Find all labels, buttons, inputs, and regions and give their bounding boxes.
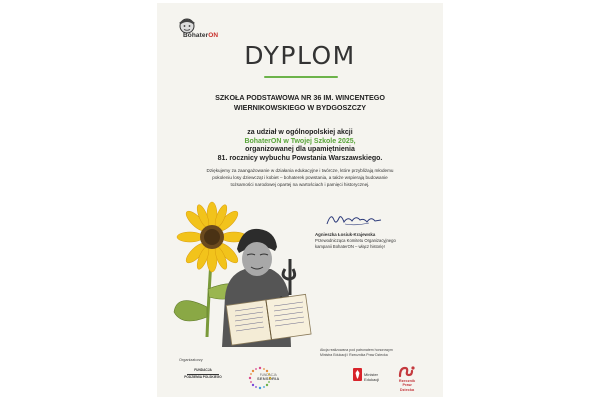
sensoria-wordmark <box>257 373 280 381</box>
school-line-1: SZKOŁA PODSTAWOWA NR 36 IM. WINCENTEGO <box>215 93 385 102</box>
award-text <box>157 129 443 164</box>
eagle-emblem-icon <box>353 368 362 381</box>
org2-big: SENSORIA <box>257 376 280 381</box>
patron-line-2: Ministra Edukacji i Rzecznika Praw Dziecka <box>320 352 388 357</box>
organizers-label: Organizatorzy <box>179 358 203 362</box>
award-line-1: za udział w ogólnopolskiej akcji <box>247 129 353 136</box>
patron-line-1: Akcja realizowana pod patronatem honorowym <box>320 348 393 352</box>
title-underline <box>264 76 338 78</box>
campaign-name: BohaterON w Twojej Szkole 2025, <box>244 137 356 145</box>
school-name <box>157 93 443 113</box>
org1-line-1: FUNDACJA <box>194 368 212 372</box>
org3-line-2: Edukacji <box>364 376 380 382</box>
thanks-paragraph <box>169 167 431 188</box>
thanks-line-1: Dziękujemy za zaangażowanie w działania edukacyjne i twórcze, które przybliżają młodemu <box>206 168 394 173</box>
patronage-note <box>320 348 435 357</box>
sunflower-portrait-illustration <box>167 197 317 347</box>
award-line-3: organizowanej dla upamiętnienia <box>245 146 355 154</box>
diploma-page <box>157 3 443 397</box>
signer-role-1: Przewodnicząca Komitetu Organizacyjnego <box>315 238 396 243</box>
org4-line-1: Rzecznik <box>398 379 416 383</box>
diploma-title: DYPLOM <box>244 41 356 70</box>
signer-name: Agnieszka Łosiuk-Krajewska <box>315 232 376 237</box>
org3-line-1: Minister <box>364 372 379 377</box>
fundacja-podziemia-logo <box>181 369 225 380</box>
signer-role-2: kampanii BohaterON – włącz historię! <box>315 244 385 249</box>
award-line-4: 81. rocznicy wybuchu Powstania Warszawskiego. <box>217 155 383 163</box>
org4-line-2: Praw Dziecka <box>399 383 415 392</box>
logo-wordmark: BohaterON <box>183 32 219 39</box>
org2-small: FUNDACJA <box>259 373 277 377</box>
school-line-2: WIERNIKOWSKIEGO W BYDGOSZCZY <box>233 103 367 112</box>
minister-edukacji-wordmark <box>364 373 379 382</box>
thanks-line-3: tożsamości narodowej opartej na wartościach i pamięci historycznej. <box>230 182 370 187</box>
org1-line-2: PODZIEMIA POLSKIEGO <box>184 374 222 379</box>
thanks-line-2: pokoleniu losy dziewcząt i kobiet – bohaterek powstania, a także wspierają budowanie <box>212 175 388 180</box>
handwritten-signature <box>325 210 385 228</box>
rzecznik-logo-icon <box>397 365 417 379</box>
signer-block <box>315 232 433 250</box>
rzecznik-wordmark <box>396 379 418 392</box>
